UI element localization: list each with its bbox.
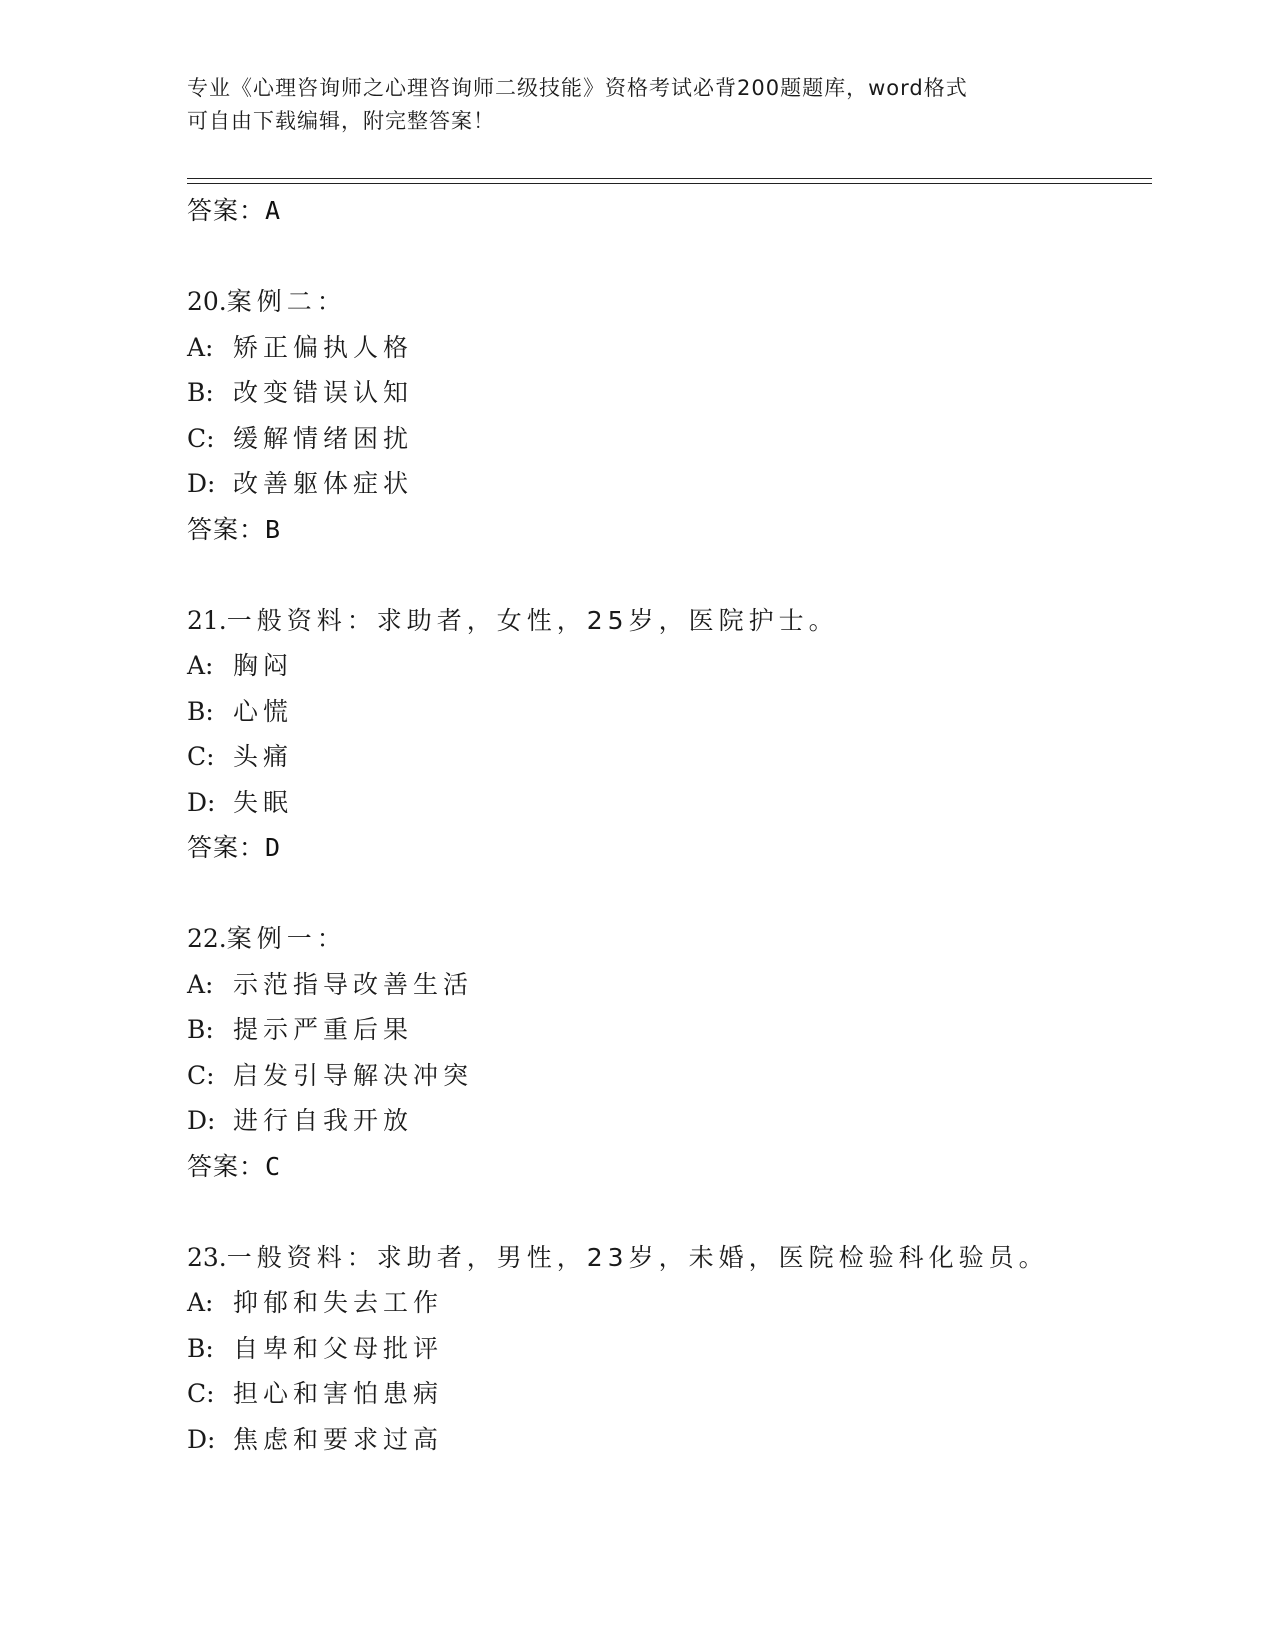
answer-line <box>187 507 1147 552</box>
question-22 <box>187 916 1147 1189</box>
document-header <box>187 72 1067 138</box>
option-key: C: <box>187 1060 215 1090</box>
option-b <box>187 1326 1147 1372</box>
option-key: A: <box>187 969 214 999</box>
option-text: 失眠 <box>233 787 294 817</box>
question-stem <box>187 1235 1147 1281</box>
spacer <box>187 552 1147 598</box>
option-b <box>187 1007 1147 1053</box>
option-text: 示范指导改善生活 <box>233 969 474 999</box>
answer-label: 答案： <box>187 833 266 862</box>
question-stem <box>187 916 1147 962</box>
spacer <box>187 870 1147 916</box>
option-key: B: <box>187 378 214 407</box>
option-text: 进行自我开放 <box>233 1106 414 1135</box>
option-key: A: <box>187 1288 214 1317</box>
option-c <box>187 734 1147 780</box>
spacer <box>187 233 1147 279</box>
option-c <box>187 1371 1147 1417</box>
option-text: 心慌 <box>233 696 294 726</box>
option-text: 胸闷 <box>233 651 294 680</box>
option-b <box>187 689 1147 735</box>
option-key: B: <box>187 696 214 726</box>
answer-line <box>187 1144 1147 1189</box>
option-key: D: <box>187 1424 216 1454</box>
option-c <box>187 1053 1147 1099</box>
answer-value: D <box>265 833 282 862</box>
option-key: D: <box>187 1106 216 1135</box>
option-text: 担心和害怕患病 <box>233 1379 444 1408</box>
option-key: B: <box>187 1333 214 1363</box>
answer-value: C <box>265 1151 282 1181</box>
header-line-1: 专业《心理咨询师之心理咨询师二级技能》资格考试必背200题题库，word格式 <box>187 76 968 100</box>
option-text: 矫正偏执人格 <box>233 332 414 362</box>
option-a <box>187 325 1147 371</box>
option-key: C: <box>187 1379 215 1408</box>
answer-value: A <box>265 196 282 225</box>
option-text: 抑郁和失去工作 <box>233 1288 444 1317</box>
option-a <box>187 1280 1147 1326</box>
option-d <box>187 1098 1147 1144</box>
question-number: 21. <box>187 605 227 635</box>
answer-line <box>187 825 1147 870</box>
option-text: 改善躯体症状 <box>233 469 414 498</box>
option-text: 提示严重后果 <box>233 1015 414 1044</box>
option-key: C: <box>187 742 215 771</box>
option-key: C: <box>187 423 215 453</box>
answer-label: 答案： <box>187 1151 266 1181</box>
option-key: D: <box>187 469 216 498</box>
question-number: 23. <box>187 1242 227 1272</box>
option-key: D: <box>187 787 216 817</box>
question-text: 案例二： <box>226 287 347 316</box>
answer-value: B <box>265 514 282 544</box>
question-list <box>187 188 1147 1462</box>
option-text: 焦虑和要求过高 <box>233 1424 444 1454</box>
option-d <box>187 780 1147 826</box>
option-d <box>187 1417 1147 1463</box>
question-number: 20. <box>187 287 227 316</box>
spacer <box>187 1189 1147 1235</box>
answer-label: 答案： <box>187 514 266 544</box>
header-divider <box>187 178 1152 184</box>
question-text: 案例一： <box>226 924 347 953</box>
answer-line <box>187 188 1147 233</box>
question-20 <box>187 279 1147 552</box>
question-text: 一般资料：求助者，男性，23岁，未婚，医院检验科化验员。 <box>226 1242 1049 1272</box>
option-text: 改变错误认知 <box>233 378 414 407</box>
header-line-2: 可自由下载编辑，附完整答案！ <box>187 109 495 133</box>
option-text: 自卑和父母批评 <box>233 1333 444 1363</box>
answer-label: 答案： <box>187 196 266 225</box>
option-key: A: <box>187 332 214 362</box>
option-c <box>187 416 1147 462</box>
option-key: B: <box>187 1015 214 1044</box>
option-text: 缓解情绪困扰 <box>233 423 414 453</box>
option-a <box>187 962 1147 1008</box>
question-23 <box>187 1235 1147 1463</box>
option-key: A: <box>187 651 214 680</box>
question-text: 一般资料：求助者，女性，25岁，医院护士。 <box>226 605 839 635</box>
option-a <box>187 643 1147 689</box>
option-d <box>187 461 1147 507</box>
option-text: 头痛 <box>233 742 294 771</box>
question-stem <box>187 598 1147 644</box>
question-stem <box>187 279 1147 325</box>
question-21 <box>187 598 1147 871</box>
question-number: 22. <box>187 924 227 953</box>
option-b <box>187 370 1147 416</box>
option-text: 启发引导解决冲突 <box>233 1060 474 1090</box>
